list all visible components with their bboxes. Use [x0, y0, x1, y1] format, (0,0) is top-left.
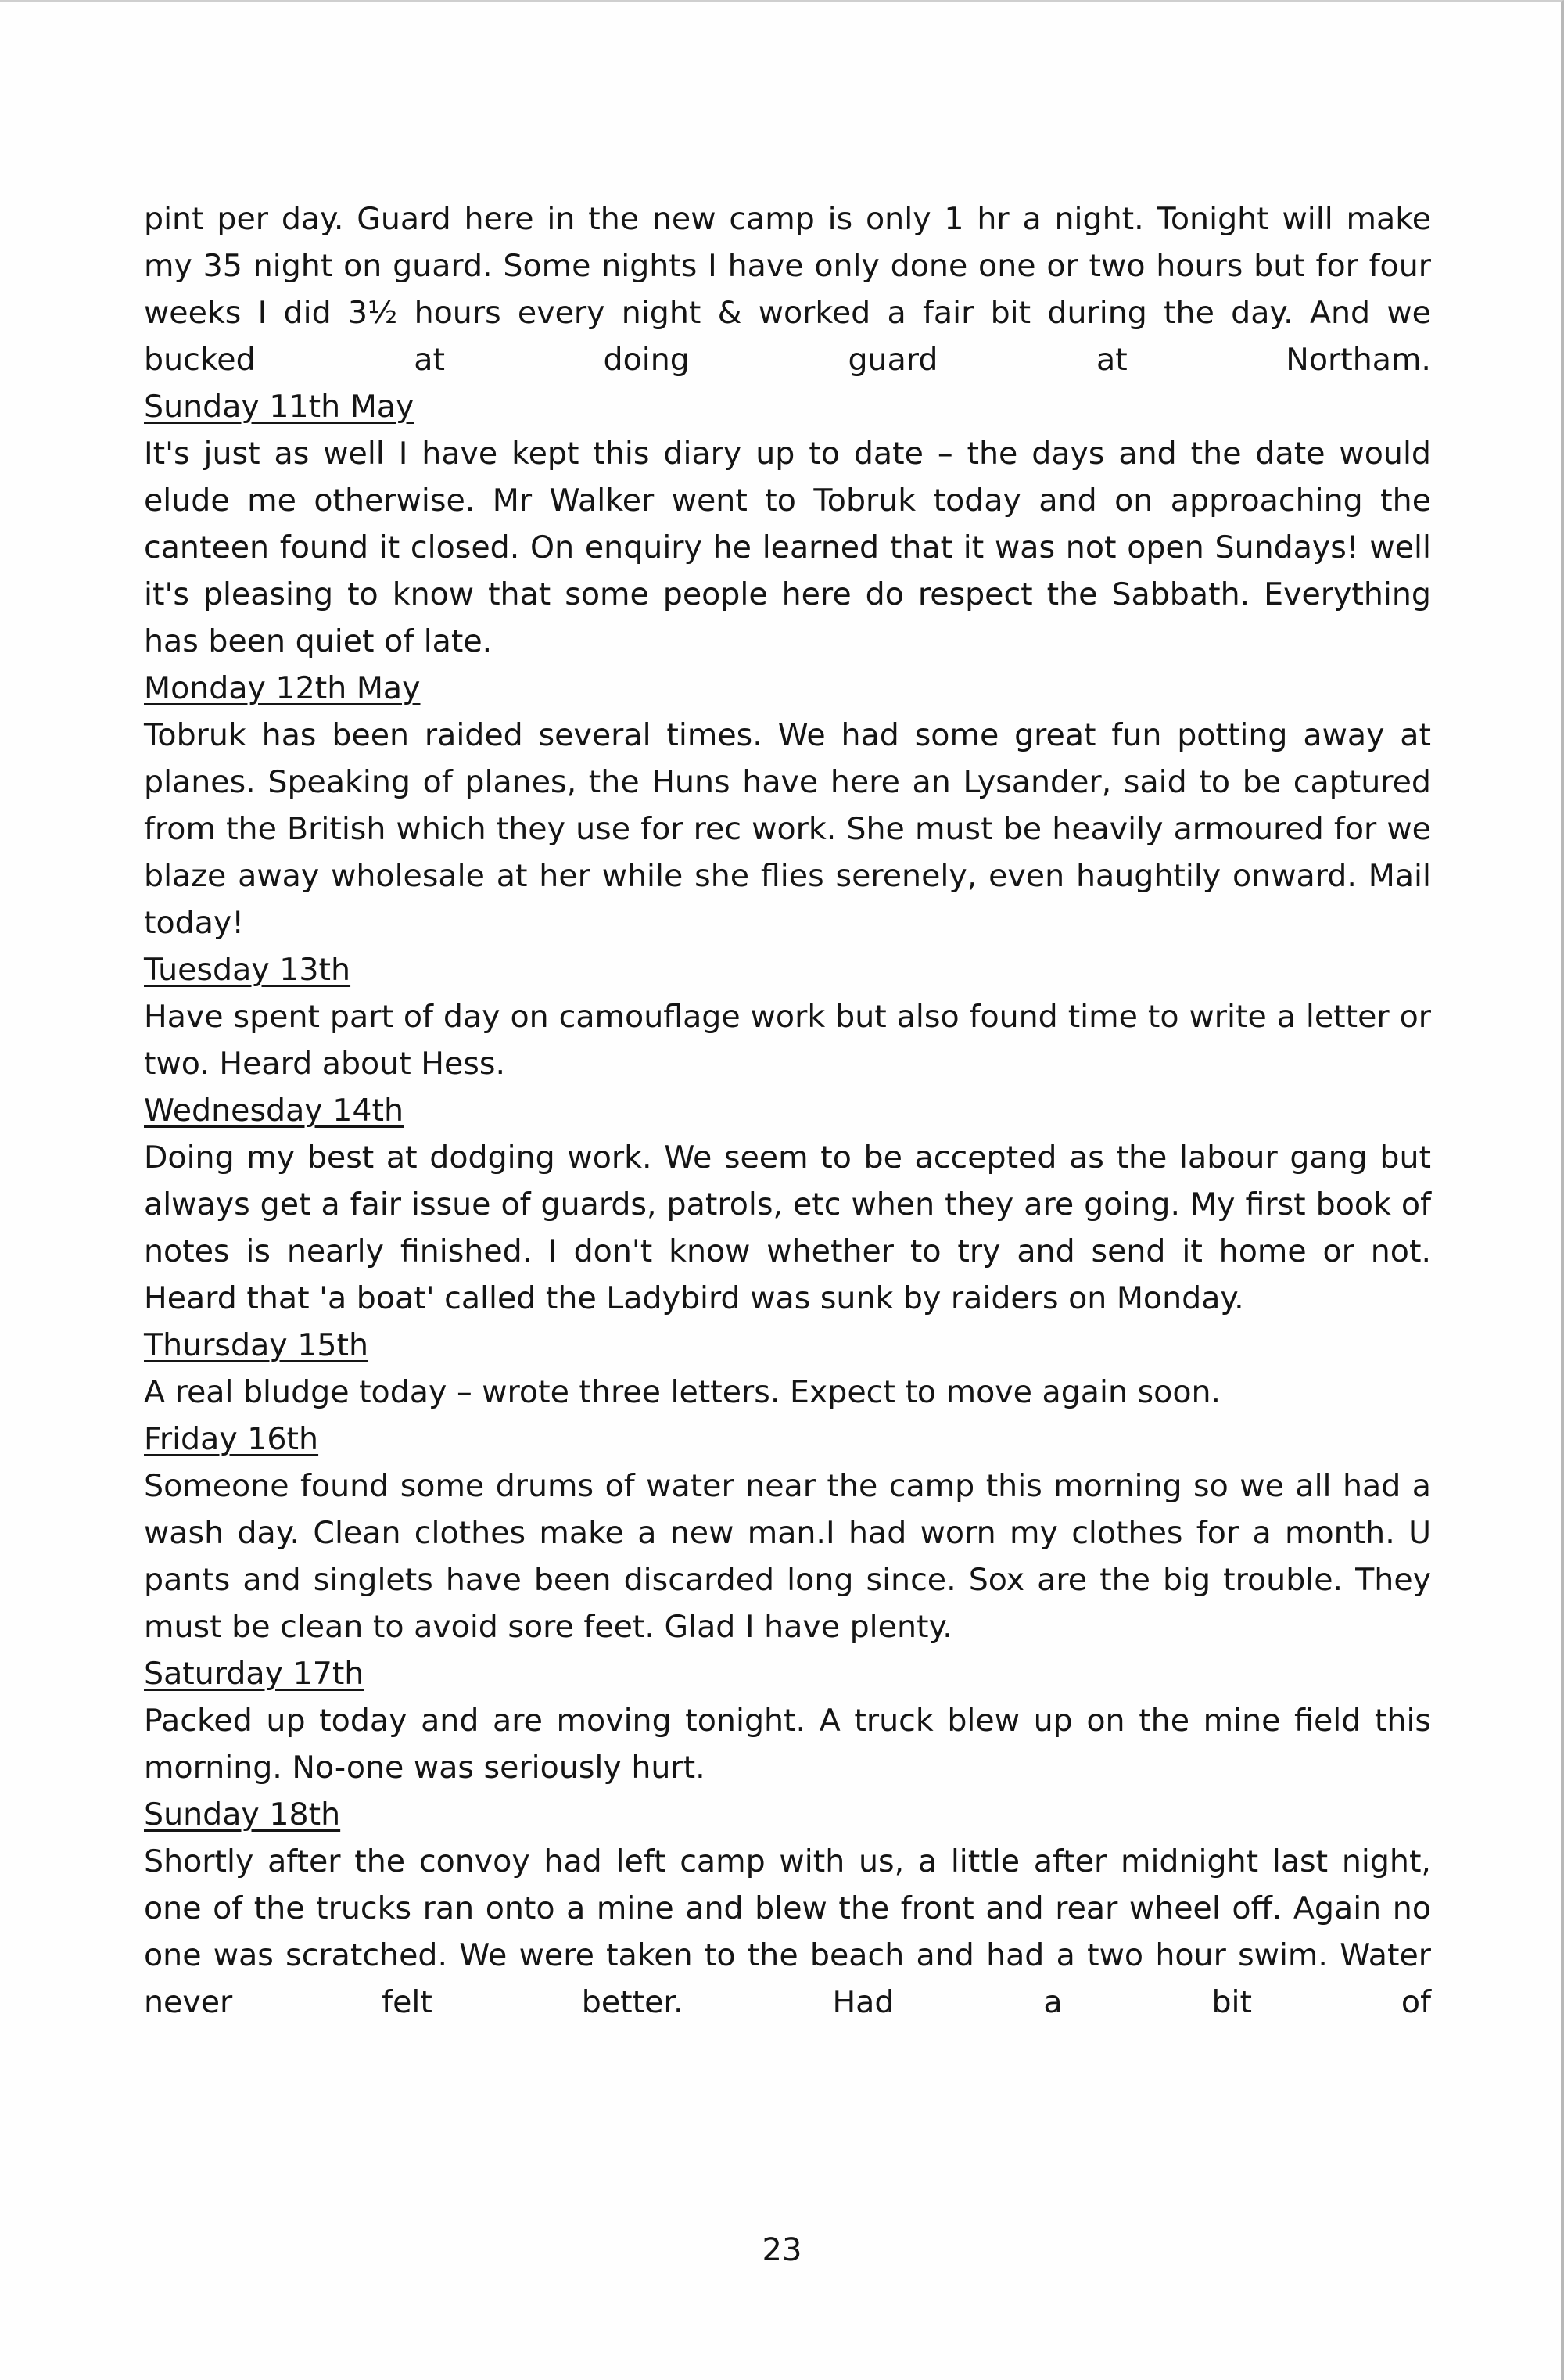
- entry-text-sunday-18th: Shortly after the convoy had left camp with us, a little after midnight last night, one of the trucks ran onto a mine and blew the front and rear wheel off. Again no one was scratched. We were taken to the beach and had a two hour swim. Water never felt better. Had a bit of: [144, 1843, 1431, 2020]
- entry-heading-monday-12th-may: Monday 12th May: [144, 670, 421, 706]
- entry-heading-tuesday-13th: Tuesday 13th: [144, 952, 351, 988]
- entry-text-thursday-15th: A real bludge today – wrote three letters. Expect to move again soon.: [144, 1374, 1221, 1410]
- entry-heading-saturday-17th: Saturday 17th: [144, 1656, 364, 1692]
- entry-heading-friday-16th: Friday 16th: [144, 1421, 319, 1457]
- entry-text-sunday-11th-may: It's just as well I have kept this diary up to date – the days and the date would elude me otherwise. Mr Walker went to Tobruk today and on approaching the canteen found it closed. On enquiry he learned that it was not open Sundays! well it's pleasing to know that some people here do respect the Sabbath. Everything has been quiet of late.: [144, 436, 1431, 659]
- entry-heading-thursday-15th: Thursday 15th: [144, 1327, 369, 1363]
- entry-heading-sunday-18th: Sunday 18th: [144, 1797, 341, 1833]
- diary-body: [144, 196, 1431, 2026]
- opening-paragraph: pint per day. Guard here in the new camp is only 1 hr a night. Tonight will make my 35 night on guard. Some nights I have only done one or two hours but for four weeks I did 3½ hours every night & worked a fair bit during the day. And we bucked at doing guard at Northam.: [144, 201, 1431, 378]
- entry-heading-wednesday-14th: Wednesday 14th: [144, 1093, 404, 1129]
- entry-text-wednesday-14th: Doing my best at dodging work. We seem to be accepted as the labour gang but always get a fair issue of guards, patrols, etc when they are going. My first book of notes is nearly finished. I don't know whether to try and send it home or not. Heard that 'a boat' called the Ladybird was sunk by raiders on Monday.: [144, 1140, 1431, 1316]
- page-number: 23: [762, 2232, 802, 2268]
- entry-text-tuesday-13th: Have spent part of day on camouflage work but also found time to write a letter or two. Heard about Hess.: [144, 999, 1431, 1082]
- entry-heading-sunday-11th-may: Sunday 11th May: [144, 389, 414, 425]
- entry-text-saturday-17th: Packed up today and are moving tonight. A truck blew up on the mine field this morning. No-one was seriously hurt.: [144, 1703, 1431, 1786]
- entry-text-friday-16th: Someone found some drums of water near the camp this morning so we all had a wash day. Clean clothes make a new man.I had worn my clothes for a month. U pants and singlets have been discarded long since. Sox are the big trouble. They must be clean to avoid sore feet. Glad I have plenty.: [144, 1468, 1431, 1645]
- entry-text-monday-12th-may: Tobruk has been raided several times. We had some great fun potting away at planes. Speaking of planes, the Huns have here an Lysander, said to be captured from the British which they use for rec work. She must be heavily armoured for we blaze away wholesale at her while she flies serenely, even haughtily onward. Mail today!: [144, 717, 1431, 941]
